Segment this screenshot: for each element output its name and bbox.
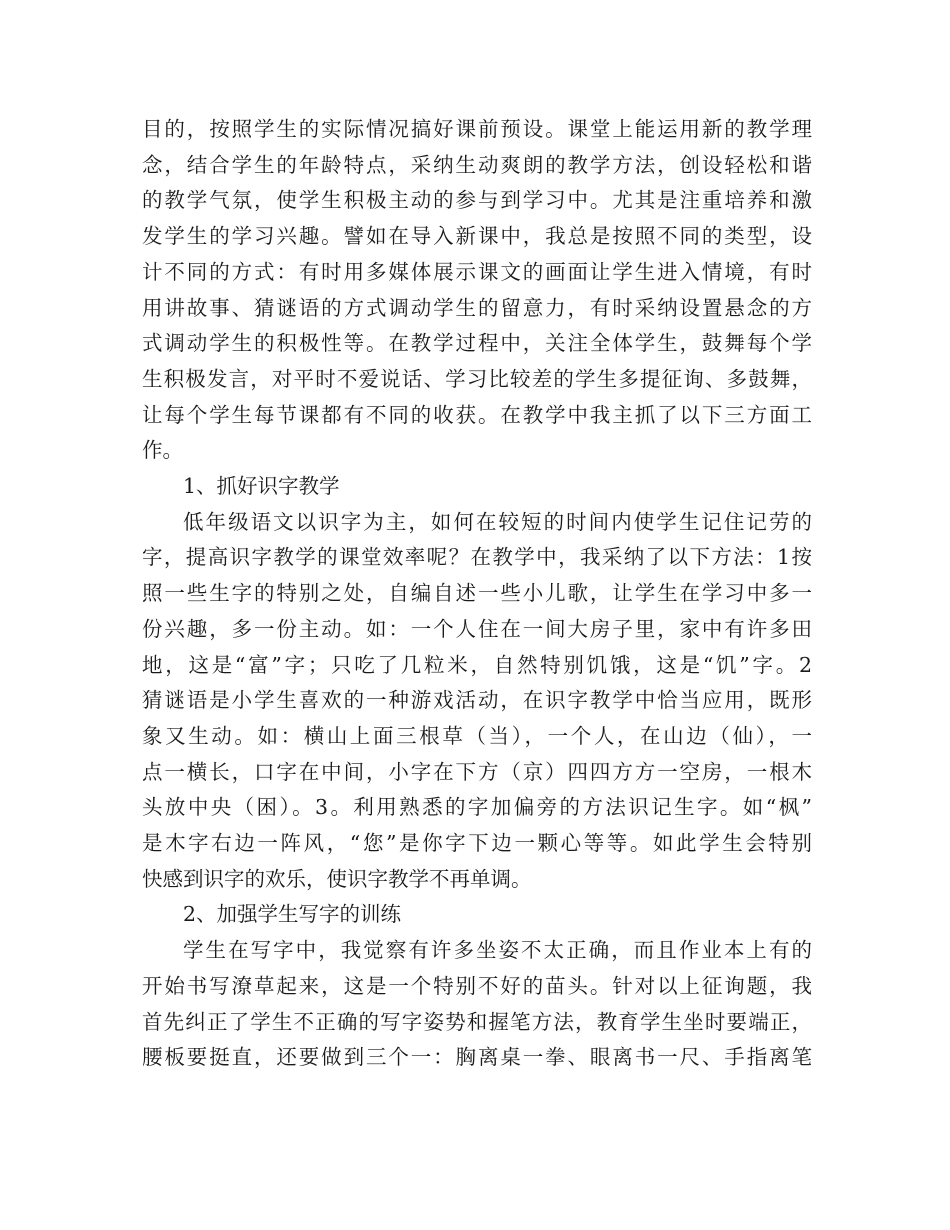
body-paragraph bbox=[142, 112, 812, 469]
text-line: 念，结合学生的年龄特点，采纳生动爽朗的教学方法，创设轻松和谐 bbox=[142, 152, 812, 177]
text-line: 作。 bbox=[142, 438, 183, 463]
text-line: 学生在写字中，我觉察有许多坐姿不太正确，而且作业本上有的 bbox=[183, 938, 812, 963]
text-line: 象又生动。如：横山上面三根草（当），一个人，在山边（仙），一 bbox=[142, 723, 812, 748]
text-line: 低年级语文以识字为主，如何在较短的时间内使学生记住记劳的 bbox=[183, 509, 812, 534]
text-line: 让每个学生每节课都有不同的收获。在教学中我主抓了以下三方面工 bbox=[142, 402, 812, 427]
text-line: 字，提高识字教学的课堂效率呢？在教学中，我采纳了以下方法：1按 bbox=[142, 545, 812, 570]
section-heading bbox=[142, 469, 812, 505]
text-line: 点一横长，口字在中间，小字在下方（京）四四方方一空房，一根木 bbox=[142, 759, 812, 784]
text-line: 首先纠正了学生不正确的写字姿势和握笔方法，教育学生坐时要端正， bbox=[142, 1009, 812, 1034]
text-line: 地，这是“富”字；只吃了几粒米，自然特别饥饿，这是“饥”字。2 bbox=[142, 652, 812, 677]
text-line: 用讲故事、猜谜语的方式调动学生的留意力，有时采纳设置悬念的方 bbox=[142, 295, 812, 320]
body-paragraph bbox=[142, 505, 812, 898]
text-line: 腰板要挺直，还要做到三个一：胸离桌一拳、眼离书一尺、手指离笔 bbox=[142, 1045, 812, 1070]
text-line: 2、加强学生写字的训练 bbox=[183, 902, 402, 927]
text-line: 式调动学生的积极性等。在教学过程中，关注全体学生，鼓舞每个学 bbox=[142, 331, 812, 356]
text-line: 猜谜语是小学生喜欢的一种游戏活动，在识字教学中恰当应用，既形 bbox=[142, 688, 812, 713]
document-body bbox=[142, 112, 812, 1076]
text-line: 开始书写潦草起来，这是一个特别不好的苗头。针对以上征询题，我 bbox=[142, 973, 812, 998]
text-line: 快感到识字的欢乐，使识字教学不再单调。 bbox=[142, 866, 532, 891]
text-line: 1、抓好识字教学 bbox=[183, 474, 340, 499]
text-line: 计不同的方式：有时用多媒体展示课文的画面让学生进入情境，有时 bbox=[142, 259, 812, 284]
section-heading bbox=[142, 897, 812, 933]
text-line: 头放中央（困）。3。利用熟悉的字加偏旁的方法识记生字。如“枫” bbox=[142, 795, 812, 820]
text-line: 生积极发言，对平时不爱说话、学习比较差的学生多提征询、多鼓舞， bbox=[142, 366, 812, 391]
text-line: 是木字右边一阵风，“您”是你字下边一颗心等等。如此学生会特别 bbox=[142, 831, 812, 856]
text-line: 发学生的学习兴趣。譬如在导入新课中，我总是按照不同的类型，设 bbox=[142, 224, 812, 249]
text-line: 的教学气氛，使学生积极主动的参与到学习中。尤其是注重培养和激 bbox=[142, 188, 812, 213]
text-line: 目的，按照学生的实际情况搞好课前预设。课堂上能运用新的教学理 bbox=[142, 117, 812, 141]
body-paragraph bbox=[142, 933, 812, 1076]
text-line: 照一些生字的特别之处，自编自述一些小儿歌，让学生在学习中多一 bbox=[142, 581, 812, 606]
text-line: 份兴趣，多一份主动。如：一个人住在一间大房子里，家中有许多田 bbox=[142, 616, 812, 641]
